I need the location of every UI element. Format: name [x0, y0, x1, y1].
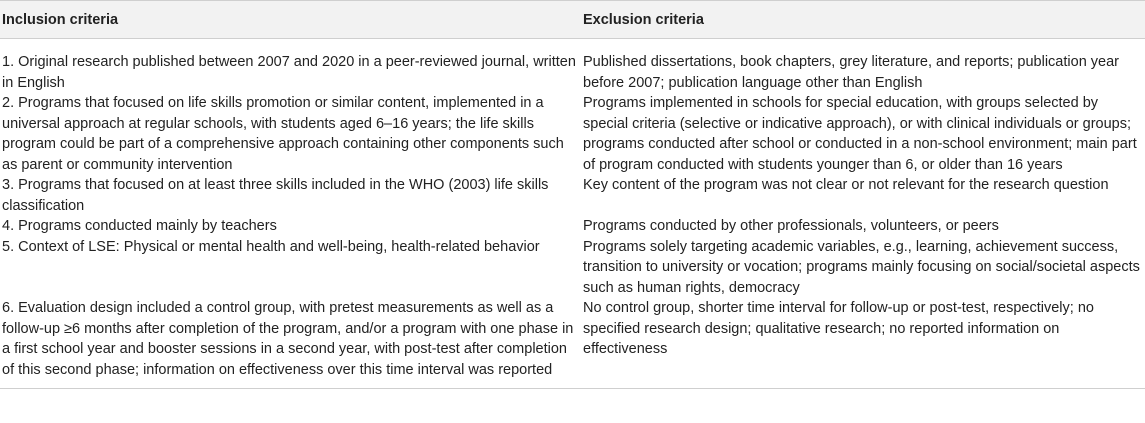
header-exclusion-criteria: Exclusion criteria	[583, 1, 1145, 39]
inclusion-cell	[0, 237, 583, 299]
exclusion-text: No control group, shorter time interval for follow-up or post-test, respectively; no specified research design; qualitative research; no reported information on effectiveness	[583, 300, 1094, 357]
exclusion-cell	[583, 39, 1145, 94]
inclusion-cell	[0, 93, 583, 175]
exclusion-cell	[583, 175, 1145, 216]
exclusion-cell	[583, 93, 1145, 175]
table-row	[0, 216, 1145, 237]
inclusion-text: 3. Programs that focused on at least three skills included in the WHO (2003) life skills classification	[2, 177, 549, 214]
exclusion-cell	[583, 216, 1145, 237]
exclusion-text: Published dissertations, book chapters, grey literature, and reports; publication year before 2007; publication language other than English	[583, 54, 1119, 91]
header-row	[0, 1, 1145, 39]
inclusion-cell	[0, 175, 583, 216]
table-header	[0, 1, 1145, 39]
table-body	[0, 39, 1145, 389]
inclusion-cell	[0, 298, 583, 389]
table-row	[0, 93, 1145, 175]
exclusion-text: Key content of the program was not clear or not relevant for the research question	[583, 177, 1109, 193]
exclusion-cell	[583, 237, 1145, 299]
inclusion-text: 4. Programs conducted mainly by teachers	[2, 218, 277, 234]
inclusion-text: 2. Programs that focused on life skills promotion or similar content, implemented in a universal approach at regular schools, with students aged 6–16 years; the life skills program could be part of a comprehensive approach containing other components such as parent or community intervention	[2, 95, 564, 173]
inclusion-text: 1. Original research published between 2007 and 2020 in a peer-reviewed journal, written in English	[2, 54, 576, 91]
table-row	[0, 237, 1145, 299]
table-row	[0, 298, 1145, 389]
exclusion-text: Programs implemented in schools for special education, with groups selected by special criteria (selective or indicative approach), or with clinical individuals or groups; programs conducted after school or conducted in a non-school environment; main part of program conducted with students younger than 6, or older than 16 years	[583, 95, 1137, 173]
exclusion-text: Programs solely targeting academic variables, e.g., learning, achievement success, transition to university or vocation; programs mainly focusing on social/societal aspects such as human rights, democracy	[583, 238, 1140, 296]
inclusion-text: 5. Context of LSE: Physical or mental health and well-being, health-related behavior	[2, 238, 540, 255]
exclusion-text: Programs conducted by other professionals, volunteers, or peers	[583, 218, 999, 234]
table-row	[0, 39, 1145, 94]
inclusion-cell	[0, 39, 583, 94]
inclusion-text: 6. Evaluation design included a control group, with pretest measurements as well as a follow-up ≥6 months after completion of the program, and/or a program with one phase in a first school year and booster sessions in a second year, with post-test after completion of this second phase; information on effectiveness over this time interval was reported	[2, 300, 574, 378]
exclusion-cell	[583, 298, 1145, 389]
header-inclusion-criteria: Inclusion criteria	[0, 1, 583, 39]
inclusion-cell	[0, 216, 583, 237]
table-row	[0, 175, 1145, 216]
